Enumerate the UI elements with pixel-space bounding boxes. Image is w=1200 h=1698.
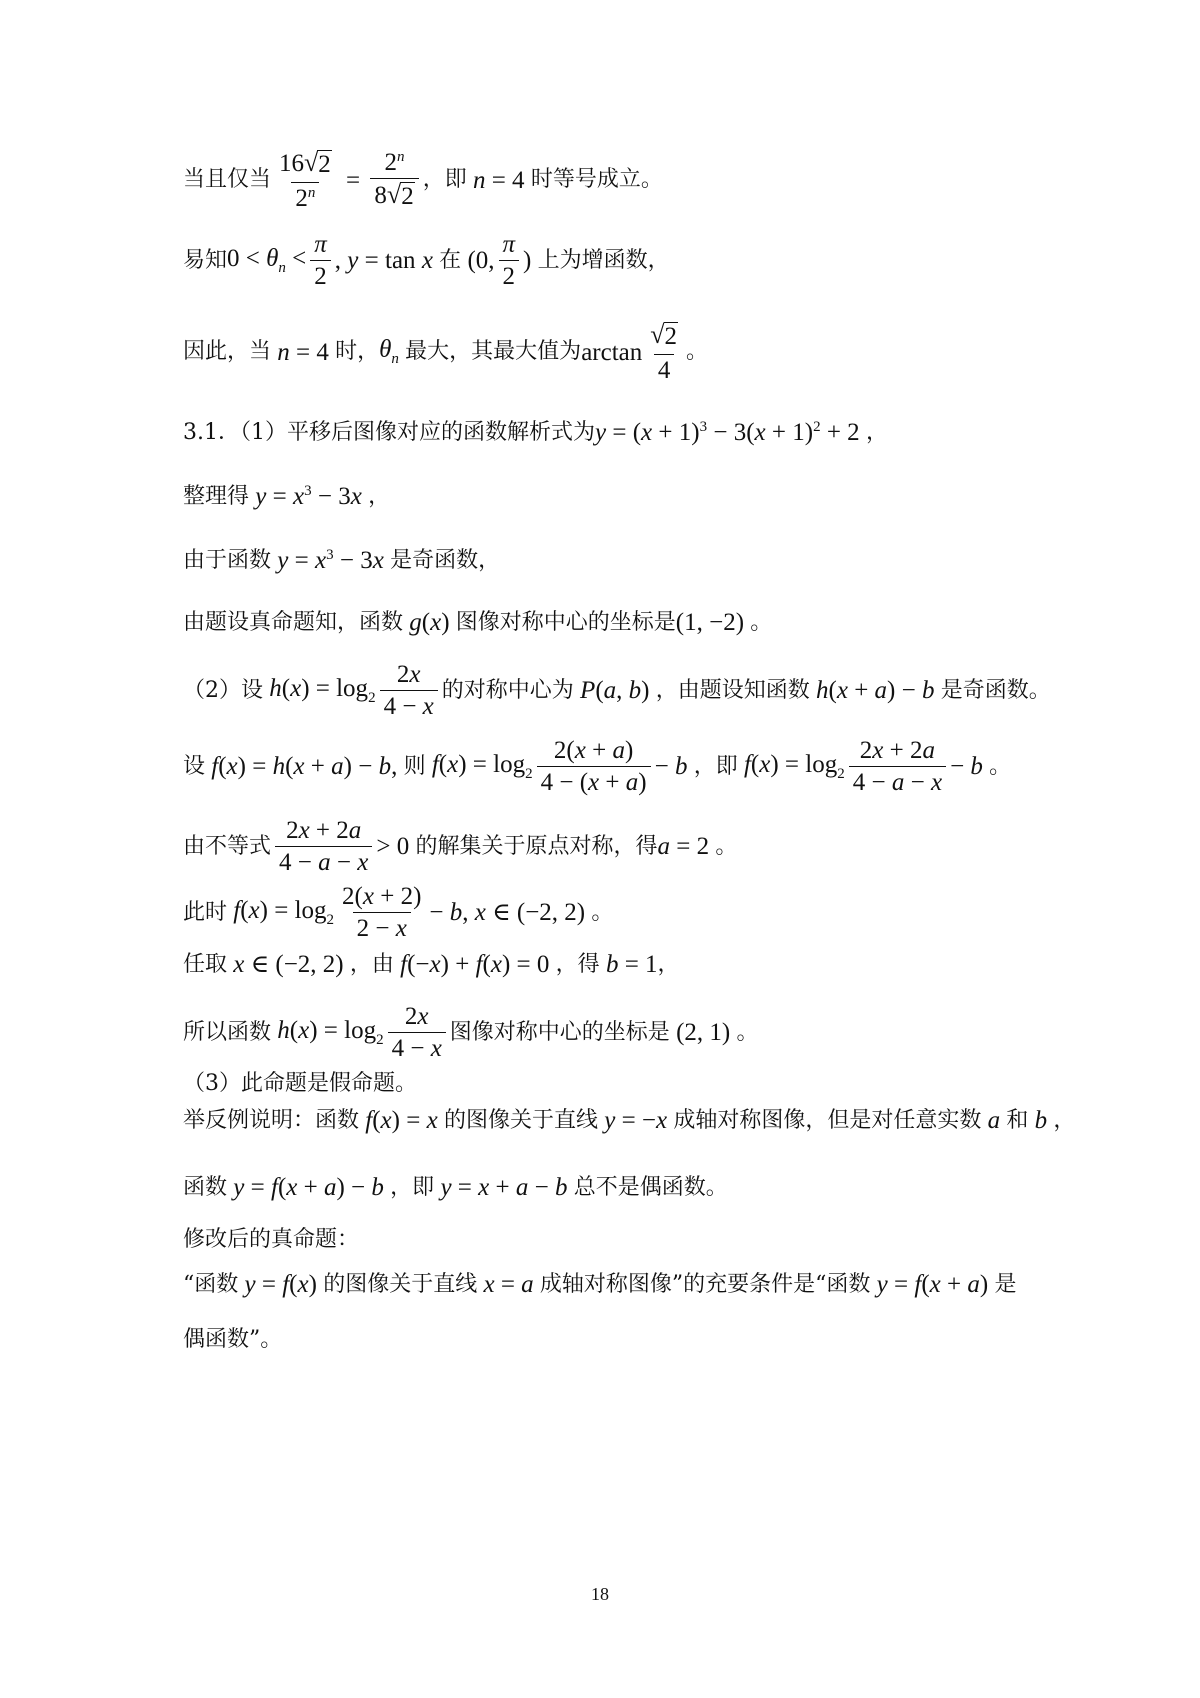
formula-frac: $\frac{2x + 2a}{4 - a - x}$: [275, 818, 372, 875]
text: 易知: [183, 247, 228, 273]
line-8: （2）设 $h(x) = \log_2$ $\frac{2x}{4 - x}$ 的对称中心为 P(a, b) ，由题设知函数 h(x + a) − b 是奇函数。: [183, 661, 1051, 720]
text: 的图像关于直线: [443, 1107, 598, 1133]
formula-frac: $\frac{2(x + 2)}{2 - x}$: [342, 883, 422, 942]
text: ，得: [555, 951, 600, 977]
text: 任取: [183, 951, 228, 977]
text: 设: [183, 753, 206, 779]
text: 图像对称中心的坐标是: [449, 1019, 670, 1045]
text: 成轴对称图像，但是对任意实数: [673, 1107, 982, 1133]
text: 因此，当: [183, 339, 272, 365]
text: ，即: [390, 1174, 435, 1200]
text: 由不等式: [183, 833, 272, 859]
text: 由题设真命题知，函数: [183, 609, 404, 635]
text: 图像对称中心的坐标是: [455, 609, 676, 635]
text: 和: [1006, 1107, 1029, 1133]
text: ，即: [693, 753, 738, 779]
text: 是: [994, 1271, 1017, 1297]
text: 此时: [183, 899, 228, 925]
text: 举反例说明：函数: [183, 1107, 360, 1133]
line-19: [183, 1329, 282, 1351]
text: 偶函数”。: [183, 1327, 283, 1352]
text: 。: [591, 899, 614, 925]
text: 。: [686, 339, 709, 365]
text: ，: [865, 419, 888, 445]
text: 。: [715, 833, 738, 859]
line-14: [183, 1073, 417, 1095]
text: 当且仅当: [183, 167, 272, 193]
line-1: 当且仅当 16 √ 2 2$^n$ = 2$^n$ 8 √ 2 ，即 n = 4 时等号成立。: [183, 148, 663, 212]
formula-frac: √ 2 4: [650, 320, 678, 384]
text: 在: [439, 247, 462, 273]
text: 时，: [335, 339, 380, 365]
text: 由于函数: [183, 547, 272, 573]
text: 函数: [183, 1174, 228, 1200]
line-3: 因此，当 n = 4 时， $\theta_n$ 最大，其最大值为 arctan √ 2 4 。: [183, 320, 709, 384]
line-12: 任取 x ∈ (−2, 2) ，由 f(−x) + f(x) = 0 ，得 b = 1 ，: [183, 951, 680, 978]
text: 修改后的真命题：: [183, 1227, 360, 1252]
text: ，由: [349, 951, 394, 977]
line-17: [183, 1229, 359, 1251]
text: ，由题设知函数: [655, 677, 810, 703]
text: 总不是偶函数。: [573, 1174, 728, 1200]
formula-frac: $\frac{\pi}{2}$: [310, 232, 331, 289]
page-number: 18: [591, 1584, 609, 1604]
line-7: 由题设真命题知，函数 g(x) 图像对称中心的坐标是 (1, −2) 。: [183, 609, 773, 636]
text: 上为增函数，: [537, 247, 670, 273]
formula-frac: 16 √ 2 2$^n$: [279, 148, 331, 212]
text: 是奇函数，: [390, 547, 501, 573]
formula-frac: $\frac{2(x + a)}{4 - (x + a)}$: [537, 738, 651, 795]
text: “函数: [183, 1271, 239, 1297]
text: ，: [368, 483, 391, 509]
line-2: 易知 $0 < \theta_n$ < $\frac{\pi}{2}$ , y = tan x 在 (0, $\frac{\pi}{2}$ ) 上为增函数，: [183, 231, 670, 290]
text: 3.1．（1）平移后图像对应的函数解析式为: [183, 419, 595, 445]
text: 最大，其最大值为: [405, 339, 582, 365]
text: 所以函数: [183, 1019, 272, 1045]
text: 整理得: [183, 483, 250, 509]
text: （3）此命题是假命题。: [183, 1071, 417, 1096]
text: 的解集关于原点对称，得: [415, 833, 658, 859]
text: （2）设: [183, 677, 263, 703]
line-6: 由于函数 $y = x^3 - 3x$ 是奇函数，: [183, 547, 501, 574]
text: 则: [403, 753, 426, 779]
text: 时等号成立。: [530, 167, 663, 193]
text: 。: [736, 1019, 759, 1045]
formula-frac: $\frac{2x + 2a}{4 - a - x}$: [849, 738, 946, 795]
text: 的图像关于直线: [323, 1271, 478, 1297]
line-16: 函数 y = f(x + a) − b ，即 y = x + a − b 总不是偶函数。: [183, 1174, 728, 1201]
text: ，即: [422, 167, 467, 193]
line-15: 举反例说明：函数 f(x) = x 的图像关于直线 y = −x 成轴对称图像，但是对任意实数 a 和 b ，: [183, 1107, 1076, 1134]
text: 。: [750, 609, 773, 635]
formula-frac: $\frac{\pi}{2}$: [499, 232, 520, 289]
text: 的对称中心为: [441, 677, 574, 703]
line-18: “函数 y = f(x) 的图像关于直线 x = a 成轴对称图像”的充要条件是“函数 y = f(x + a) 是: [183, 1271, 1017, 1298]
text: 成轴对称图像”的充要条件是“函数: [539, 1271, 871, 1297]
line-9: 设 f(x) = h(x + a) − b, 则 $f(x) = \log_2$ $\frac{2(x + a)}{4 - (x + a)}$ − b ，即 $f(x) = \log_2$ $\frac{2x + 2a}{4 - a - x}$ − b 。: [183, 737, 1012, 796]
line-5: 整理得 $y = x^3 - 3x$ ，: [183, 483, 391, 510]
text: ，: [1053, 1107, 1076, 1133]
text: ，: [657, 951, 680, 977]
line-10: 由不等式 $\frac{2x + 2a}{4 - a - x}$ > 0 的解集关于原点对称，得 a = 2 。: [183, 817, 738, 876]
formula-frac: 2$^n$ 8 √ 2: [370, 150, 418, 211]
text: 。: [989, 753, 1012, 779]
text: 是奇函数。: [940, 677, 1051, 703]
line-4: 3.1．（1）平移后图像对应的函数解析式为 $y = (x + 1)^3 - 3(x + 1)^2 + 2$ ，: [183, 419, 888, 446]
formula-frac: $\frac{2x}{4 - x}$: [388, 1004, 446, 1061]
line-11: 此时 $f(x) = \log_2$ $\frac{2(x + 2)}{2 - x}$ − b, x ∈ (−2, 2) 。: [183, 883, 614, 942]
line-13: 所以函数 $h(x) = \log_2$ $\frac{2x}{4 - x}$ 图像对称中心的坐标是 (2, 1) 。: [183, 1003, 759, 1062]
formula-frac: $\frac{2x}{4 - x}$: [380, 662, 438, 719]
